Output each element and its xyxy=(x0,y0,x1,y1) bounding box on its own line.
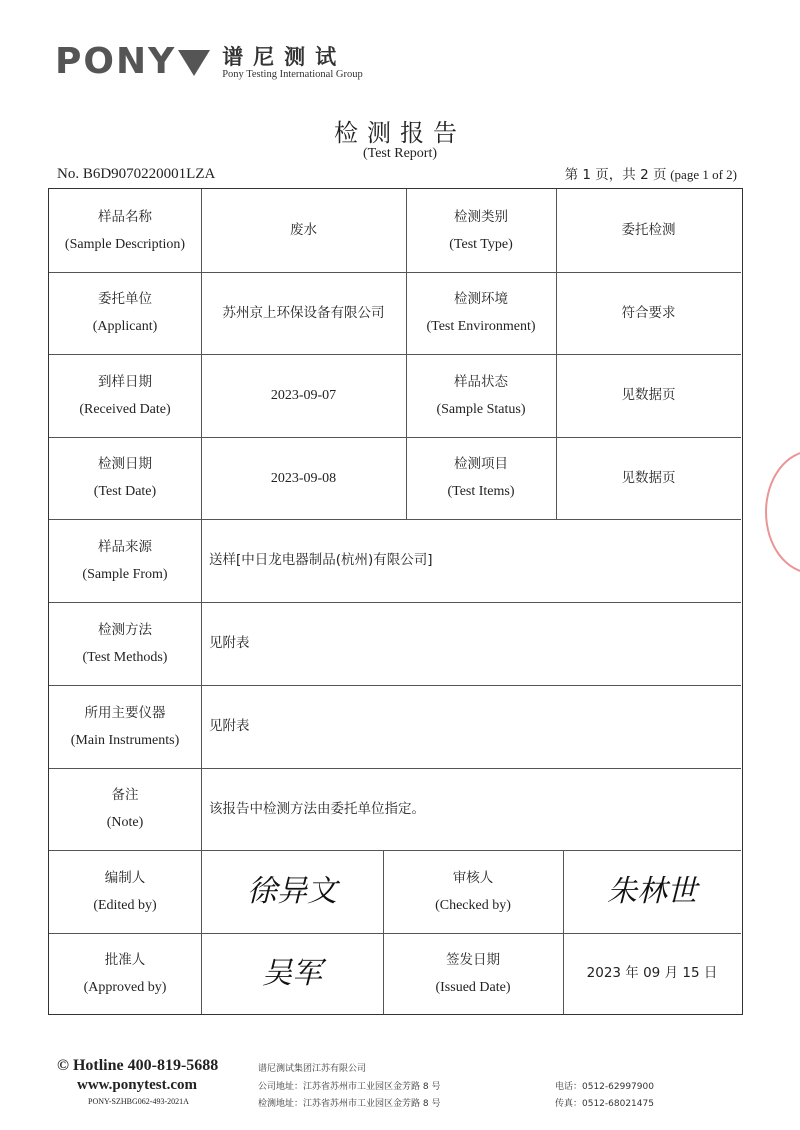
hotline: © Hotline 400-819-5688 xyxy=(57,1057,219,1074)
test-type-label: 检测类别 (Test Type) xyxy=(449,208,513,252)
received-date-value: 2023-09-07 xyxy=(270,388,337,403)
report-info-table xyxy=(48,188,743,1015)
report-number: No. B6D9070220001LZA xyxy=(57,166,216,182)
test-env-label: 检测环境 (Test Environment) xyxy=(426,291,536,334)
sample-status-label: 样品状态 (Sample Status) xyxy=(436,373,526,417)
received-date-label: 到样日期 (Received Date) xyxy=(79,373,171,417)
test-date-label: 检测日期 (Test Date) xyxy=(93,456,157,499)
website-link[interactable]: www.ponytest.com xyxy=(77,1077,197,1093)
test-items-label: 检测项目 (Test Items) xyxy=(447,456,515,499)
applicant-value: 苏州京上环保设备有限公司 xyxy=(222,304,385,321)
test-date-value: 2023-09-08 xyxy=(270,470,337,486)
test-items-value: 见数据页 xyxy=(621,469,676,486)
test-methods-label: 检测方法 (Test Methods) xyxy=(82,621,168,665)
page-indicator xyxy=(565,163,737,184)
note-label: 备注 (Note) xyxy=(106,787,144,830)
page-indicator-en: (page 1 of 2) xyxy=(670,167,737,182)
note-value: 该报告中检测方法由委托单位指定。 xyxy=(209,800,425,817)
sample-desc-label: 样品名称 (Sample Description) xyxy=(64,208,186,252)
footer-company: 谱尼测试集团江苏有限公司 xyxy=(258,1064,367,1074)
applicant-label: 委托单位 (Applicant) xyxy=(92,291,158,334)
report-title: 检测报告 xyxy=(334,119,466,147)
footer-fax: 传真：0512-68021475 xyxy=(555,1099,654,1109)
test-env-value: 符合要求 xyxy=(621,304,676,321)
sample-desc-value: 废水 xyxy=(290,222,317,238)
edited-by-signature: 徐异文 xyxy=(247,874,337,909)
footer-company-address: 公司地址：江苏省苏州市工业园区金芳路 8 号 xyxy=(258,1082,441,1092)
test-methods-value: 见附表 xyxy=(209,635,250,651)
document-code: PONY-SZHBG062-493-2021A xyxy=(88,1097,189,1106)
company-name-cn: 谱尼测试 xyxy=(222,45,347,69)
issued-date-label: 签发日期 (Issued Date) xyxy=(435,951,511,995)
footer-phone: 电话：0512-62997900 xyxy=(555,1082,654,1092)
issued-date-value: 2023 年 09 月 15 日 xyxy=(586,965,718,981)
copyright-icon: © xyxy=(57,1057,73,1074)
company-logo xyxy=(55,38,363,80)
edited-by-label: 编制人 (Edited by) xyxy=(93,869,157,913)
logo-triangle-icon xyxy=(178,50,210,76)
company-name-en: Pony Testing International Group xyxy=(222,69,363,80)
test-type-value: 委托检测 xyxy=(621,222,676,238)
approved-by-label: 批准人 (Approved by) xyxy=(83,951,167,995)
checked-by-signature: 朱林世 xyxy=(607,874,697,909)
sample-from-value: 送样[中日龙电器制品(杭州)有限公司] xyxy=(209,552,433,568)
approved-by-signature: 吴军 xyxy=(262,956,322,991)
main-instruments-value: 见附表 xyxy=(209,718,250,734)
page-indicator-cn: 第 1 页，共 2 页 xyxy=(564,167,667,183)
footer-test-address: 检测地址：江苏省苏州市工业园区金芳路 8 号 xyxy=(258,1099,441,1109)
main-instruments-label: 所用主要仪器 (Main Instruments) xyxy=(70,704,180,748)
sample-from-label: 样品来源 (Sample From) xyxy=(82,538,168,582)
logo-wordmark: PONY xyxy=(55,41,177,82)
sample-status-value: 见数据页 xyxy=(621,387,676,403)
checked-by-label: 审核人 (Checked by) xyxy=(435,869,511,913)
official-seal xyxy=(765,450,800,574)
report-title-en: (Test Report) xyxy=(362,146,438,161)
